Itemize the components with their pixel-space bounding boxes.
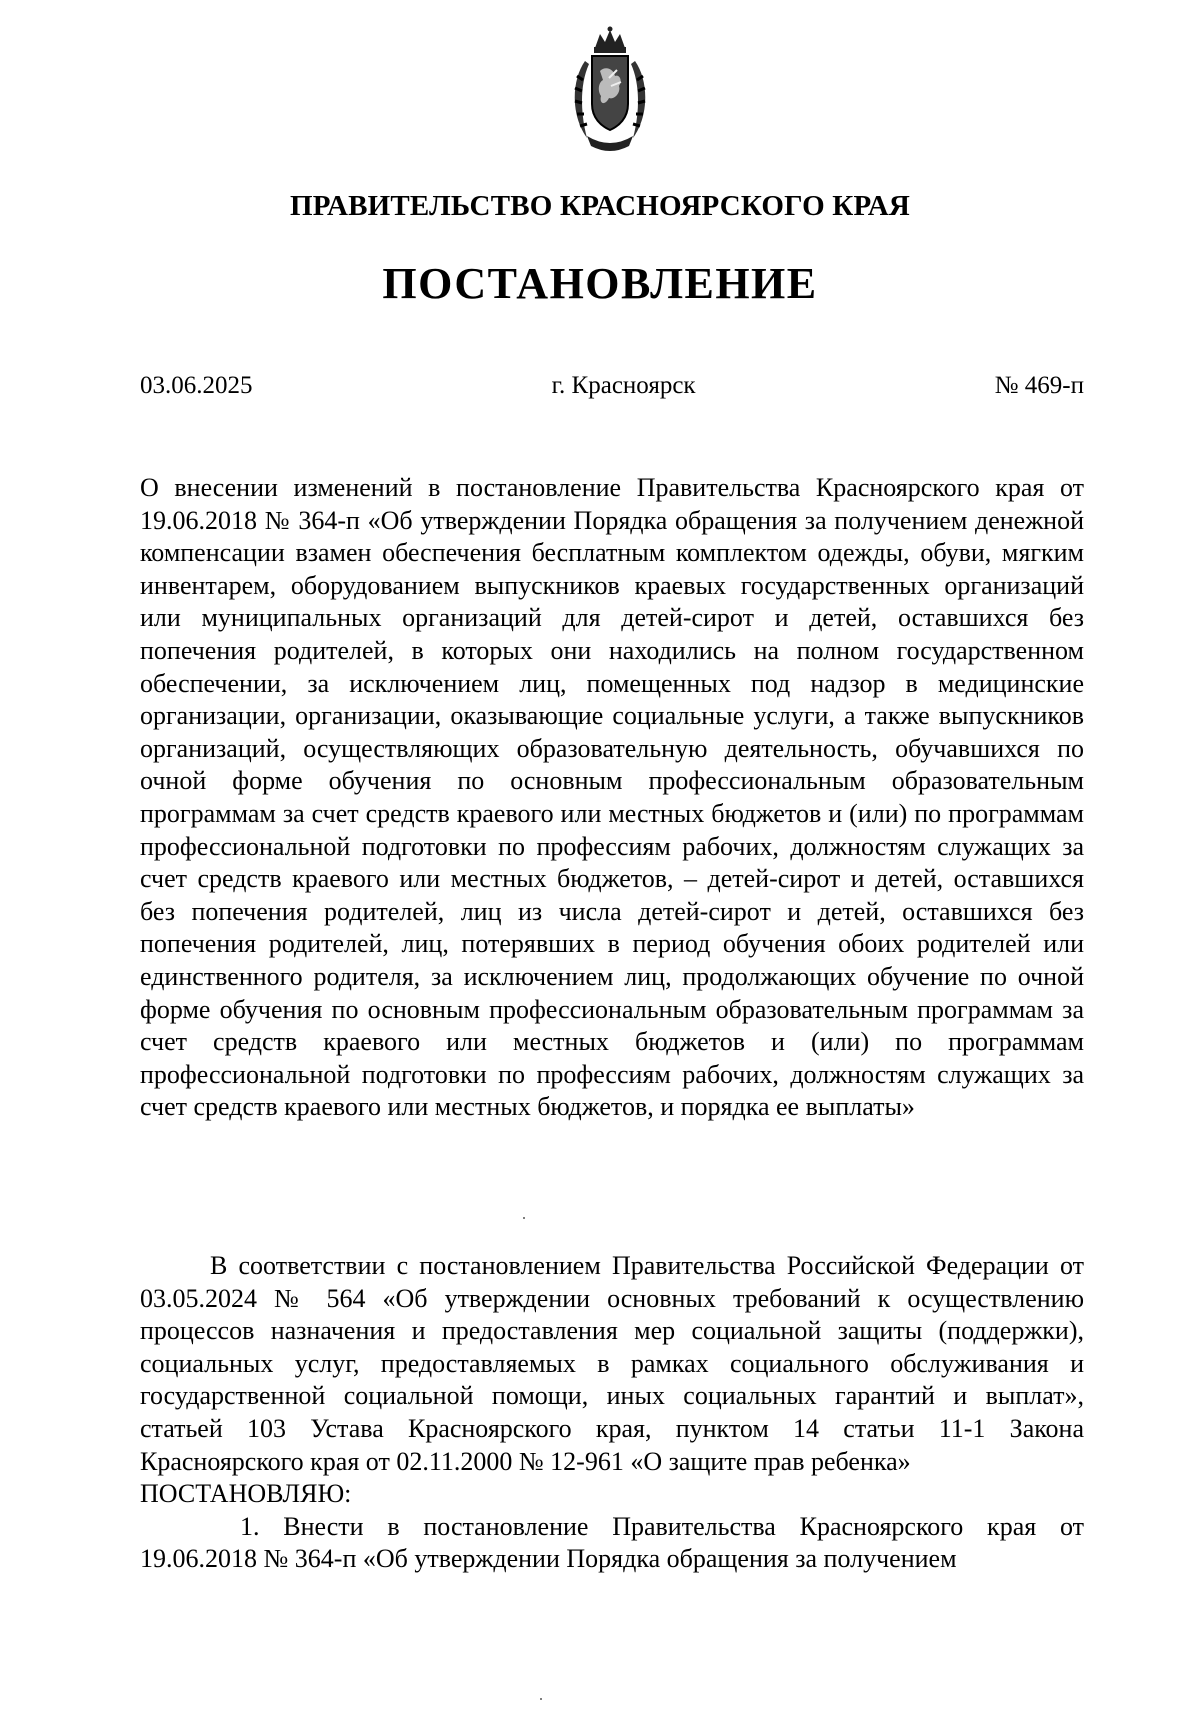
document-body (140, 1250, 1084, 1576)
document-city: г. Красноярск (551, 372, 696, 399)
organization-title: ПРАВИТЕЛЬСТВО КРАСНОЯРСКОГО КРАЯ (289, 190, 911, 222)
document-subject: О внесении изменений в постановление Правительства Красноярского края от 19.06.2018 № 364-п «Об утверждении Порядка обращения за получением денежной компенсации взамен обеспечения бесплатным комплектом одежды, обуви, мягким инвентарем, оборудованием выпускников краевых государственных организаций или муниципальных организаций для детей-сирот и детей, оставшихся без попечения родителей, в которых они находились на полном государственном обеспечении, за исключением лиц, помещенных под надзор в медицинские организации, организации, оказывающие социальные услуги, а также выпускников организаций, осуществляющих образовательную деятельность, обучавшихся по очной форме обучения по основным профессиональным образовательным программам за счет средств краевого или местных бюджетов и (или) по программам профессиональной подготовки по профессиям рабочих, должностям служащих за счет средств краевого или местных бюджетов, – детей-сирот и детей, оставшихся без попечения родителей, лиц из числа детей-сирот и детей, оставшихся без попечения родителей, лиц, потерявших в период обучения обоих родителей или единственного родителя, за исключением лиц, продолжающих обучение по очной форме обучения по основным профессиональным образовательным программам за счет средств краевого или местных бюджетов и (или) по программам профессиональной подготовки по профессиям рабочих, должностям служащих за счет средств краевого или местных бюджетов, и порядка ее выплаты» (140, 473, 1084, 1122)
coat-of-arms-icon (565, 26, 655, 156)
document-meta-row (140, 372, 1084, 400)
document-date: 03.06.2025 (140, 372, 253, 399)
item-1-paragraph: 1. Внести в постановление Правительства Красноярского края от 19.06.2018 № 364-п «Об утверждении Порядка обращения за получением (140, 1511, 1084, 1574)
document-type-title: ПОСТАНОВЛЕНИЕ (382, 259, 818, 308)
resolve-line: ПОСТАНОВЛЯЮ: (140, 1479, 352, 1509)
scan-dot (523, 1217, 525, 1219)
scan-dot (540, 1698, 542, 1700)
document-number: № 469-п (994, 372, 1084, 399)
preamble-paragraph: В соответствии с постановлением Правительства Российской Федерации от 03.05.2024 № 564 «Об утверждении основных требований к осуществлению процессов назначения и предоставления мер социальной защиты (поддержки), социальных услуг, предоставляемых в рамках социального обслуживания и государственной социальной помощи, иных социальных гарантий и выплат», статьей 103 Устава Красноярского края, пунктом 14 статьи 11-1 Закона Красноярского края от 02.11.2000 № 12-961 «О защите прав ребенка» (140, 1251, 1084, 1476)
